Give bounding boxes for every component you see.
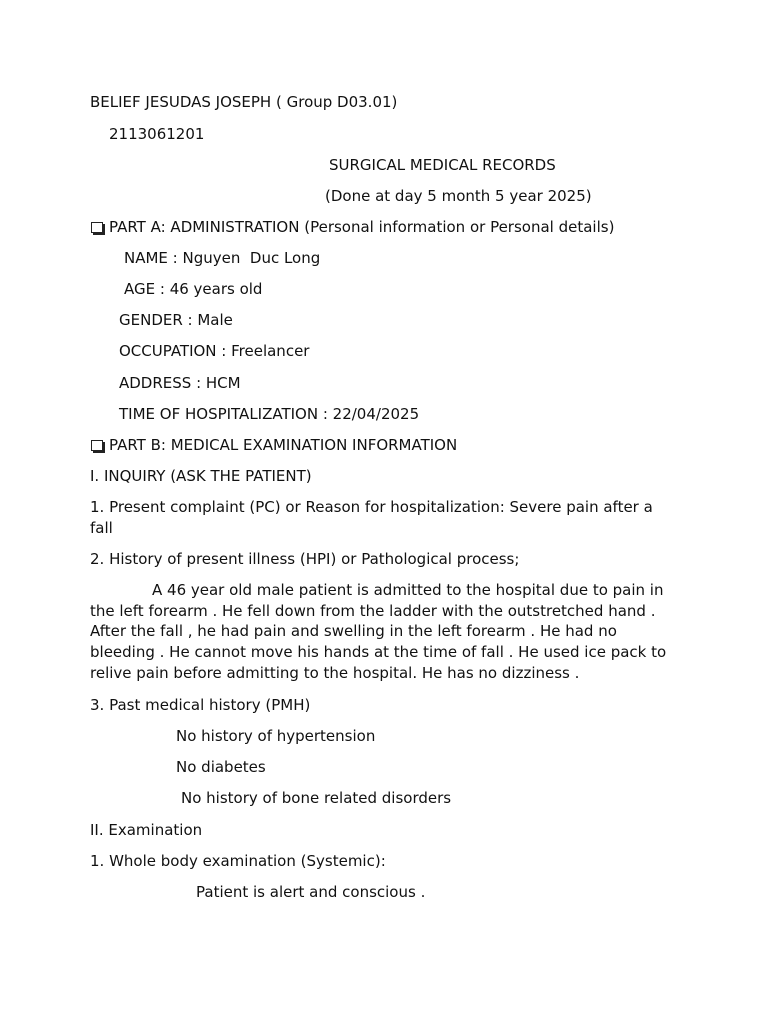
- hospitalization-time: TIME OF HOSPITALIZATION : 22/04/2025: [119, 405, 420, 423]
- pmh-item: No history of hypertension: [176, 727, 376, 745]
- part-a-heading: PART A: ADMINISTRATION (Personal information or Personal details): [109, 218, 615, 236]
- checkbox-bullet-icon: [91, 440, 103, 451]
- part-b-heading-line: [90, 435, 457, 455]
- hpi-text: A 46 year old male patient is admitted to the hospital due to pain in the left forearm . He fell down from the ladder with the outstretched hand . After the fall , he had pain and swelling in the left forearm . He had no bleeding . He cannot move his hands at the time of fall . He used ice pack to relive pain before admitting to the hospital. He has no dizziness .: [90, 581, 667, 682]
- whole-body-heading: 1. Whole body examination (Systemic):: [90, 852, 386, 870]
- patient-name: NAME : Nguyen Duc Long: [124, 249, 321, 267]
- present-complaint: 1. Present complaint (PC) or Reason for hospitalization: Severe pain after a fall: [90, 498, 653, 537]
- document-title: SURGICAL MEDICAL RECORDS: [329, 156, 556, 174]
- date-line: (Done at day 5 month 5 year 2025): [325, 187, 592, 205]
- patient-gender: GENDER : Male: [119, 311, 233, 329]
- student-id: 2113061201: [109, 125, 205, 143]
- inquiry-heading: I. INQUIRY (ASK THE PATIENT): [90, 467, 312, 485]
- part-b-heading: PART B: MEDICAL EXAMINATION INFORMATION: [109, 436, 458, 454]
- patient-age: AGE : 46 years old: [124, 280, 263, 298]
- patient-address: ADDRESS : HCM: [119, 374, 241, 392]
- patient-occupation: OCCUPATION : Freelancer: [119, 342, 310, 360]
- pmh-item: No history of bone related disorders: [181, 789, 452, 807]
- part-a-heading-line: [90, 217, 614, 237]
- checkbox-bullet-icon: [91, 222, 103, 233]
- hpi-paragraph: [90, 580, 680, 684]
- examination-heading: II. Examination: [90, 821, 203, 839]
- pmh-heading: 3. Past medical history (PMH): [90, 696, 311, 714]
- pmh-item: No diabetes: [176, 758, 266, 776]
- hpi-heading: 2. History of present illness (HPI) or Pathological process;: [90, 550, 520, 568]
- student-name-line: BELIEF JESUDAS JOSEPH ( Group D03.01): [90, 93, 398, 111]
- whole-body-note: Patient is alert and conscious .: [196, 883, 426, 901]
